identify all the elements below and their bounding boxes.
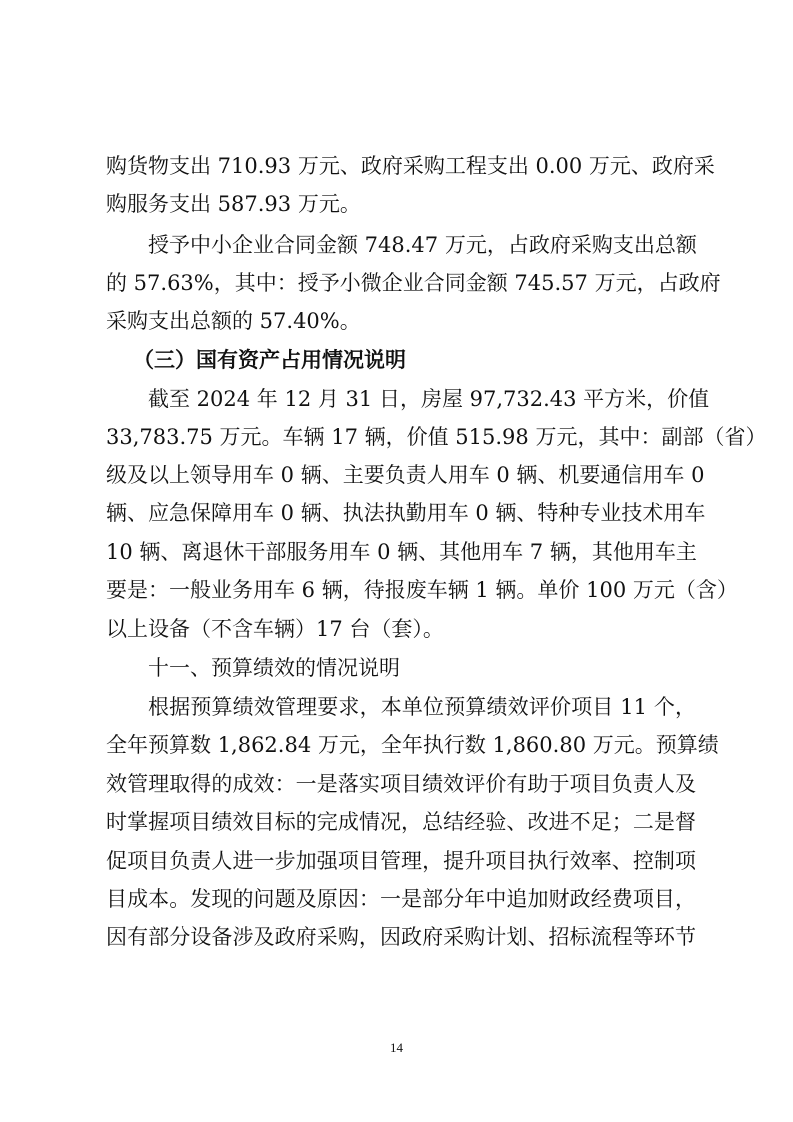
- text-line: 因有部分设备涉及政府采购，因政府采购计划、招标流程等环节: [106, 925, 696, 949]
- text-line: 截至 2024 年 12 月 31 日，房屋 97,732.43 平方米，价值: [148, 387, 710, 411]
- text-line: 采购支出总额的 57.40%。: [106, 309, 361, 333]
- text-line: 10 辆、离退休干部服务用车 0 辆、其他用车 7 辆，其他用车主: [106, 540, 697, 564]
- text-line: 时掌握项目绩效目标的完成情况，总结经验、改进不足；二是督: [106, 810, 696, 834]
- text-line: 促项目负责人进一步加强项目管理，提升项目执行效率、控制项: [106, 849, 696, 873]
- text-line: 效管理取得的成效：一是落实项目绩效评价有助于项目负责人及: [106, 772, 696, 796]
- text-line: 33,783.75 万元。车辆 17 辆，价值 515.98 万元，其中：副部（省）: [106, 425, 767, 449]
- text-line: 授予中小企业合同金额 748.47 万元，占政府采购支出总额: [148, 233, 697, 257]
- text-line: 级及以上领导用车 0 辆、主要负责人用车 0 辆、机要通信用车 0: [106, 463, 705, 487]
- text-line: 购货物支出 710.93 万元、政府采购工程支出 0.00 万元、政府采: [106, 154, 715, 178]
- text-line: 目成本。发现的问题及原因：一是部分年中追加财政经费项目，: [106, 887, 696, 911]
- text-line: 全年预算数 1,862.84 万元，全年执行数 1,860.80 万元。预算绩: [106, 733, 719, 757]
- section-heading: 十一、预算绩效的情况说明: [148, 656, 400, 680]
- text-line: 购服务支出 587.93 万元。: [106, 192, 361, 216]
- section-heading: （三）国有资产占用情况说明: [133, 348, 406, 372]
- text-line: 的 57.63%，其中：授予小微企业合同金额 745.57 万元，占政府: [106, 271, 721, 295]
- text-line: 辆、应急保障用车 0 辆、执法执勤用车 0 辆、特种专业技术用车: [106, 501, 706, 525]
- text-line: 以上设备（不含车辆）17 台（套）。: [106, 617, 444, 641]
- text-line: 要是：一般业务用车 6 辆，待报废车辆 1 辆。单价 100 万元（含）: [106, 578, 738, 602]
- text-line: 根据预算绩效管理要求，本单位预算绩效评价项目 11 个，: [148, 695, 696, 719]
- page-number: 14: [390, 1040, 403, 1055]
